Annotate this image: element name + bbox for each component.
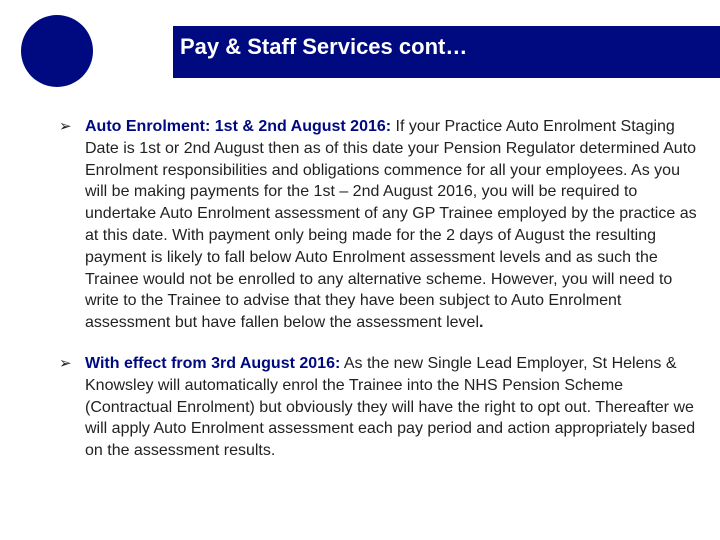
title-bar <box>173 26 720 78</box>
bullet-item-auto-enrolment <box>59 116 705 334</box>
slide-title: Pay & Staff Services cont… <box>180 34 468 59</box>
bullet-end: . <box>479 314 484 332</box>
logo-circle <box>21 15 93 87</box>
slide-content <box>59 116 705 462</box>
bullet-body: As the new Single Lead Employer, St Helens & Knowsley will automatically enrol the Trainee into the NHS Pension Scheme (Contractual Enrolment) but obviously they will have the right to opt out. Thereafter we will apply Auto Enrolment assessment each pay period and action appropriately based on the assessment results. <box>85 354 696 460</box>
arrow-bullet-icon: ➢ <box>59 118 72 135</box>
arrow-bullet-icon: ➢ <box>59 354 72 372</box>
bullet-body: If your Practice Auto Enrolment Staging Date is 1st or 2nd August then as of this date your Pension Regulator determined Auto Enrolment responsibilities and obligations commence for all your employees. As you will be making payments for the 1st – 2nd August 2016, you will be required to undertake Auto Enrolment assessment of any GP Trainee employed by the practice as at this date. With payment only being made for the 2 days of August the resulting payment is likely to fall below Auto Enrolment assessment levels and as such the Trainee would not be enrolled to any alternative scheme. However, you will need to write to the Trainee to advise that they have been subject to Auto Enrolment assessment but have fallen below the assessment level <box>85 118 697 332</box>
bullet-lead: Auto Enrolment: 1st & 2nd August 2016: <box>85 118 392 135</box>
bullet-lead: With effect from 3rd August 2016: <box>85 354 341 372</box>
bullet-item-effect-from <box>59 353 705 462</box>
